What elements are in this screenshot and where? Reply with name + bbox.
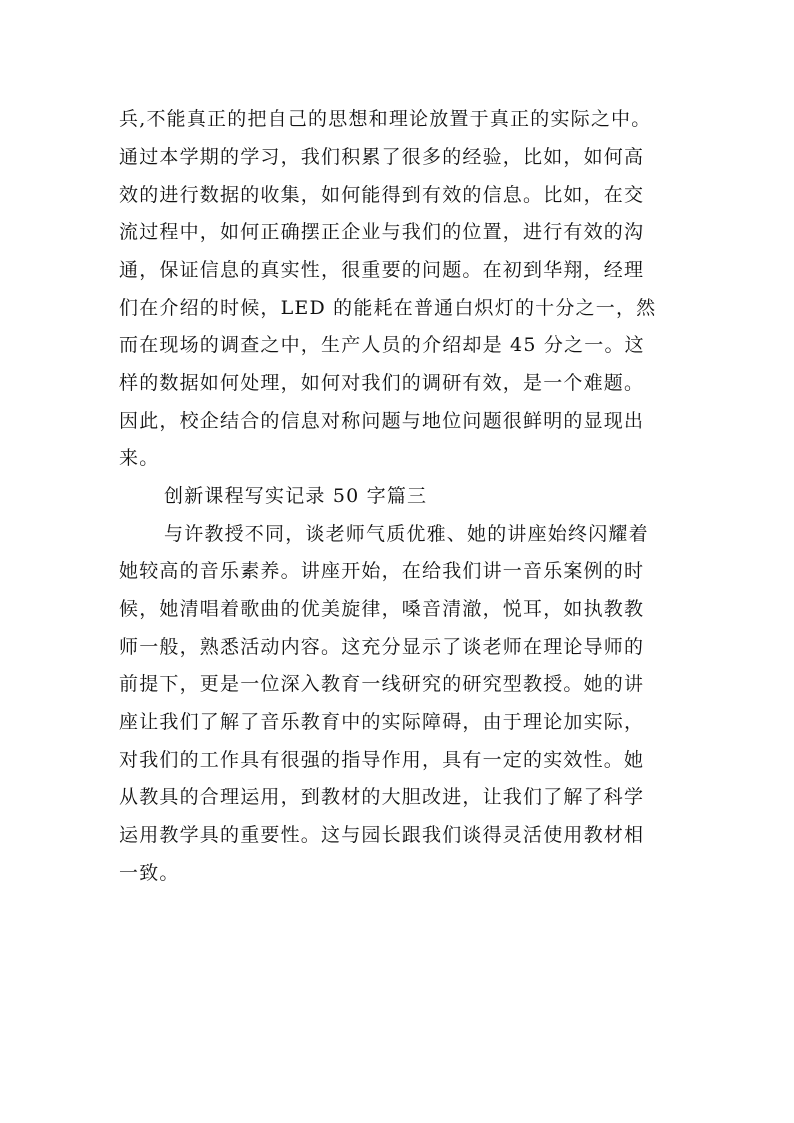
text-line: 与许教授不同，谈老师气质优雅、她的讲座始终闪耀着 xyxy=(164,523,649,545)
text-line: 师一般，熟悉活动内容。这充分显示了谈老师在理论导师的 xyxy=(119,636,645,658)
text-line: 兵,不能真正的把自己的思想和理论放置于真正的实际之中。 xyxy=(119,108,652,130)
text-line: 样的数据如何处理，如何对我们的调研有效，是一个难题。 xyxy=(119,372,645,394)
text-line: 流过程中，如何正确摆正企业与我们的位置，进行有效的沟 xyxy=(119,221,645,243)
text-line: 通，保证信息的真实性，很重要的问题。在初到华翔，经理 xyxy=(119,259,645,281)
section-heading: 创新课程写实记录 50 字篇三 xyxy=(164,485,428,507)
text-line: 们在介绍的时候，LED 的能耗在普通白炽灯的十分之一，然 xyxy=(119,297,657,319)
text-line: 而在现场的调查之中，生产人员的介绍却是 45 分之一。这 xyxy=(119,334,645,356)
text-line: 她较高的音乐素养。讲座开始，在给我们讲一音乐案例的时 xyxy=(119,560,645,582)
text-line: 候，她清唱着歌曲的优美旋律，嗓音清澈，悦耳，如执教教 xyxy=(119,598,645,620)
text-line: 对我们的工作具有很强的指导作用，具有一定的实效性。她 xyxy=(119,749,645,771)
text-line: 效的进行数据的收集，如何能得到有效的信息。比如，在交 xyxy=(119,184,645,206)
text-line: 从教具的合理运用，到教材的大胆改进，让我们了解了科学 xyxy=(119,786,645,808)
text-line: 通过本学期的学习，我们积累了很多的经验，比如，如何高 xyxy=(119,146,645,168)
text-line: 因此，校企结合的信息对称问题与地位问题很鲜明的显现出 xyxy=(119,410,645,432)
text-line: 座让我们了解了音乐教育中的实际障碍，由于理论加实际， xyxy=(119,711,645,733)
text-line: 运用教学具的重要性。这与园长跟我们谈得灵活使用教材相 xyxy=(119,824,645,846)
text-line: 前提下，更是一位深入教育一线研究的研究型教授。她的讲 xyxy=(119,673,645,695)
text-line: 来。 xyxy=(119,447,160,469)
text-line: 一致。 xyxy=(119,862,180,884)
